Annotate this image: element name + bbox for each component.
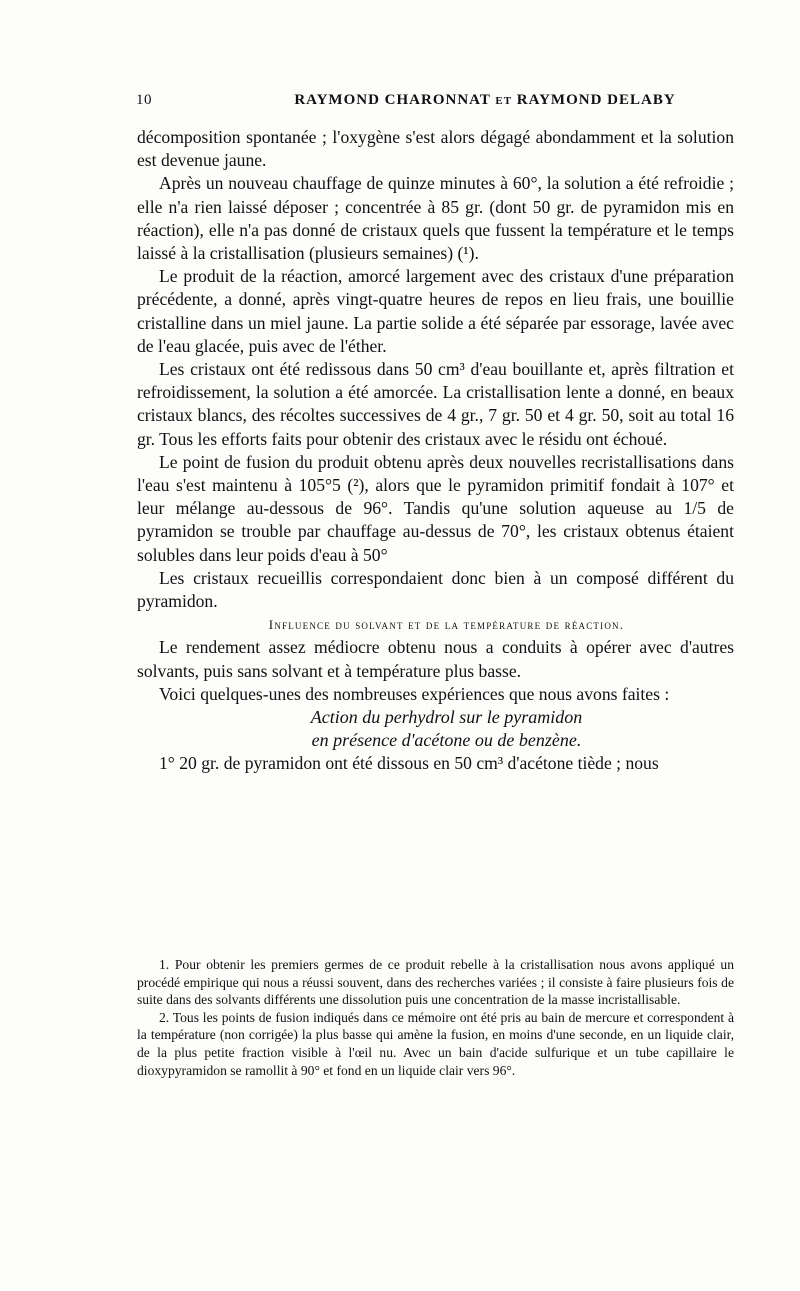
paragraph: Après un nouveau chauffage de quinze minutes à 60°, la solution a été refroidie ; elle n'a rien laissé déposer ; concentrée à 85 gr. (dont 50 gr. de pyramidon mis en réaction), elle n'a pas donné de cristaux quels que fussent la température et le temps laissé à la cristallisation (plusieurs semaines) (¹). xyxy=(137,173,734,264)
footnote-1: 1. Pour obtenir les premiers germes de ce produit rebelle à la cristallisation nous avons appliqué un procédé empirique qui nous a réussi souvent, dans des recherches variées ; il consiste à faire plusieurs fois de suite dans des solvants différents une dissolution puis une concentration de la masse incristallisable. xyxy=(137,957,734,1008)
subheading-line-1: Action du perhydrol sur le pyramidon xyxy=(310,707,583,728)
footnote-2: 2. Tous les points de fusion indiqués dans ce mémoire ont été pris au bain de mercure et correspondent à la température (non corrigée) la plus basse qui amène la fusion, en moins d'une seconde, en un liquide clair, de la plus petite fraction visible à l'œil nu. Avec un bain d'acide sulfurique et un tube capillaire le dioxypyramidon se ramollit à 90° et fond en un liquide clair vers 96°. xyxy=(137,1009,734,1078)
subheading-line-2: en présence d'acétone ou de benzène. xyxy=(311,730,582,751)
paragraph: 1° 20 gr. de pyramidon ont été dissous en 50 cm³ d'acétone tiède ; nous xyxy=(159,753,659,774)
paragraph: Voici quelques-unes des nombreuses expériences que nous avons faites : xyxy=(159,683,670,704)
main-text xyxy=(137,126,734,775)
paragraph-continued: décomposition spontanée ; l'oxygène s'est alors dégagé abondamment et la solution est devenue jaune. xyxy=(137,127,734,171)
paragraph: Les cristaux ont été redissous dans 50 cm³ d'eau bouillante et, après filtration et refroidissement, la solution a été amorcée. La cristallisation lente a donné, en beaux cristaux blancs, des récoltes successives de 4 gr., 7 gr. 50 et 4 gr. 50, soit au total 16 gr. Tous les efforts faits pour obtenir des cristaux avec le résidu ont échoué. xyxy=(137,359,734,449)
running-title: RAYMOND CHARONNAT et RAYMOND DELABY xyxy=(294,92,676,108)
paragraph: Le rendement assez médiocre obtenu nous a conduits à opérer avec d'autres solvants, puis sans solvant et à température plus basse. xyxy=(137,637,734,681)
footnotes xyxy=(137,956,734,1079)
paragraph: Le point de fusion du produit obtenu après deux nouvelles recristallisations dans l'eau s'est maintenu à 105°5 (²), alors que le pyramidon primitif fondait à 107° et leur mélange au-dessous de 96°. Tandis qu'une solution aqueuse au 1/5 de pyramidon se trouble par chauffage au-dessus de 70°, les cristaux obtenus étaient solubles dans leur poids d'eau à 50° xyxy=(137,451,734,565)
paragraph: Le produit de la réaction, amorcé largement avec des cristaux d'une préparation précédente, a donné, après vingt-quatre heures de repos en lieu frais, une bouillie cristalline dans un miel jaune. La partie solide a été séparée par essorage, lavée avec de l'eau glacée, puis avec de l'éther. xyxy=(137,266,734,356)
section-heading: Influence du solvant et de la température de réaction. xyxy=(268,617,625,633)
page-number: 10 xyxy=(136,92,152,108)
paragraph: Les cristaux recueillis correspondaient donc bien à un composé différent du pyramidon. xyxy=(137,567,734,612)
running-header xyxy=(136,92,734,114)
subheading xyxy=(137,706,734,752)
